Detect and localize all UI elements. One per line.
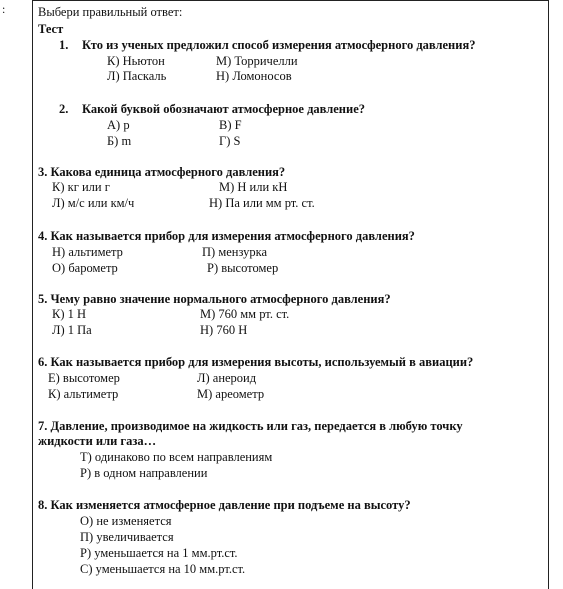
q6-answer-e: Е) высотомер [48,371,120,385]
q8-answer-r: Р) уменьшается на 1 мм.рт.ст. [80,546,238,560]
q2-answer-g: Г) S [219,134,241,148]
q4-question: 4. Как называется прибор для измерения атмосферного давления? [38,229,415,243]
q3-answer-m: М) Н или кН [219,180,288,194]
q7-question-line1: 7. Давление, производимое на жидкость или газ, передается в любую точку [38,419,463,433]
q2-answer-v: В) F [219,118,242,132]
q1-answer-l: Л) Паскаль [107,69,167,83]
table-border-right [548,0,549,589]
q6-question: 6. Как называется прибор для измерения высоты, используемый в авиации? [38,355,474,369]
q8-answer-o: О) не изменяется [80,514,172,528]
q3-answer-n: Н) Па или мм рт. ст. [209,196,315,210]
q5-question: 5. Чему равно значение нормального атмосферного давления? [38,292,391,306]
table-border-top [32,0,549,1]
q5-answer-n: Н) 760 Н [200,323,248,337]
q2-question: Какой буквой обозначают атмосферное давление? [82,102,365,116]
q2-number: 2. [59,102,69,116]
q7-answer-r: Р) в одном направлении [80,466,208,480]
q4-answer-n: Н) альтиметр [52,245,123,259]
intro-text: Выбери правильный ответ: [38,5,183,19]
q7-answer-t: Т) одинаково по всем направлениям [80,450,273,464]
q1-answer-m: М) Торричелли [216,54,298,68]
q3-question: 3. Какова единица атмосферного давления? [38,165,286,179]
q2-answer-b: Б) m [107,134,132,148]
q6-answer-m: М) ареометр [197,387,265,401]
q6-answer-l: Л) анероид [197,371,257,385]
test-heading: Тест [38,22,64,36]
q1-answer-n: Н) Ломоносов [216,69,292,83]
q4-answer-r: Р) высотомер [207,261,279,275]
q7-question-line2: жидкости или газа… [38,434,157,448]
q3-answer-l: Л) м/с или км/ч [52,196,135,210]
q3-answer-k: К) кг или г [52,180,110,194]
q1-number: 1. [59,38,69,52]
q2-answer-a: А) р [107,118,130,132]
q6-answer-k: К) альтиметр [48,387,119,401]
q8-answer-s: С) уменьшается на 10 мм.рт.ст. [80,562,246,576]
q4-answer-p: П) мензурка [202,245,268,259]
q5-answer-l: Л) 1 Па [52,323,92,337]
q1-question: Кто из ученых предложил способ измерения атмосферного давления? [82,38,476,52]
q5-answer-k: К) 1 Н [52,307,87,321]
q8-question: 8. Как изменяется атмосферное давление при подъеме на высоту? [38,498,411,512]
q1-answer-k: К) Ньютон [107,54,165,68]
q4-answer-o: О) барометр [52,261,118,275]
q5-answer-m: М) 760 мм рт. ст. [200,307,290,321]
table-border-left [32,0,33,589]
corner-mark: : [2,2,6,16]
q8-answer-p: П) увеличивается [80,530,174,544]
